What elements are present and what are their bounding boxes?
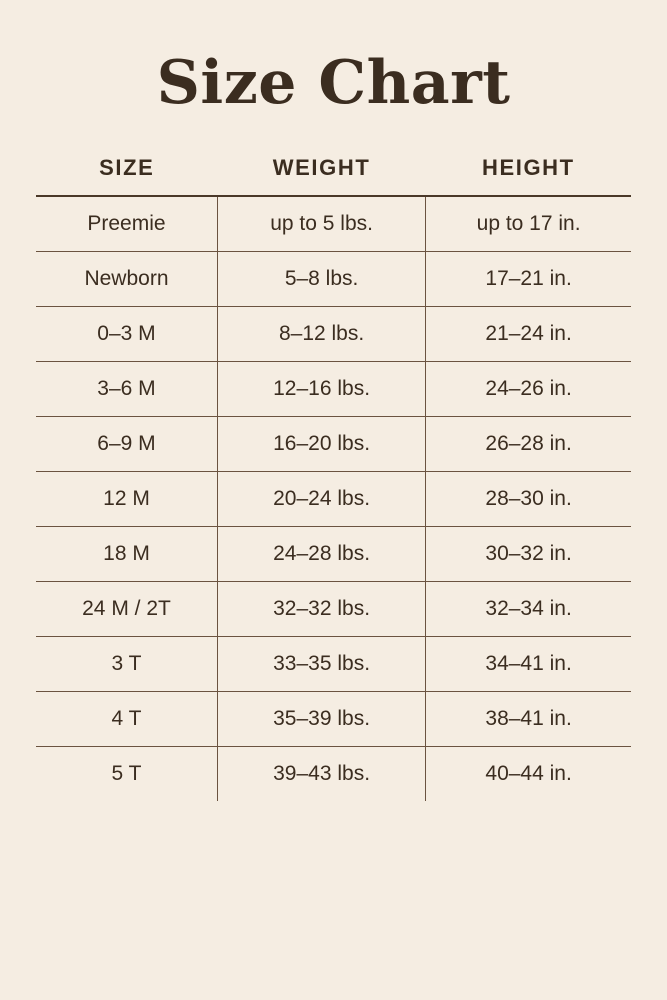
cell-height: 38–41 in. [426,692,631,747]
table-body [36,196,631,801]
cell-weight: 20–24 lbs. [217,472,425,527]
cell-weight: 32–32 lbs. [217,582,425,637]
cell-weight: 33–35 lbs. [217,637,425,692]
cell-height: 28–30 in. [426,472,631,527]
cell-height: 21–24 in. [426,307,631,362]
table-row [36,252,631,307]
cell-height: 26–28 in. [426,417,631,472]
table-row [36,692,631,747]
size-chart-table [36,155,631,801]
table-header [36,155,631,196]
cell-size: 12 M [36,472,217,527]
table-row [36,196,631,252]
cell-size: 5 T [111,762,142,785]
table-row [36,637,631,692]
cell-weight: up to 5 lbs. [217,196,425,252]
cell-size: 3–6 M [36,362,217,417]
table-row [36,582,631,637]
table-row [36,747,631,802]
cell-size: 3 T [36,637,217,692]
column-header-height: HEIGHT [482,155,575,180]
cell-size: 24 M / 2T [36,582,217,637]
cell-weight: 12–16 lbs. [217,362,425,417]
cell-weight: 24–28 lbs. [217,527,425,582]
cell-height: 40–44 in. [426,747,631,802]
cell-weight: 39–43 lbs. [217,747,425,802]
cell-weight: 16–20 lbs. [217,417,425,472]
cell-height: 32–34 in. [426,582,631,637]
cell-height: 17–21 in. [426,252,631,307]
table-row [36,417,631,472]
cell-size: 0–3 M [36,307,217,362]
column-header-weight: WEIGHT [272,155,371,180]
cell-size: 4 T [36,692,217,747]
cell-height: up to 17 in. [426,196,631,252]
cell-weight: 35–39 lbs. [217,692,425,747]
cell-size: Newborn [36,252,217,307]
cell-weight: 5–8 lbs. [217,252,425,307]
page-title: Size Chart [156,48,511,118]
table-row [36,362,631,417]
table-header-row [36,155,631,196]
cell-height: 34–41 in. [426,637,631,692]
cell-size: 6–9 M [36,417,217,472]
cell-size: 18 M [36,527,217,582]
cell-size: Preemie [36,196,217,252]
cell-height: 24–26 in. [426,362,631,417]
table-row [36,307,631,362]
table-row [36,527,631,582]
table-row [36,472,631,527]
cell-height: 30–32 in. [426,527,631,582]
column-header-size: SIZE [99,155,155,180]
cell-weight: 8–12 lbs. [217,307,425,362]
